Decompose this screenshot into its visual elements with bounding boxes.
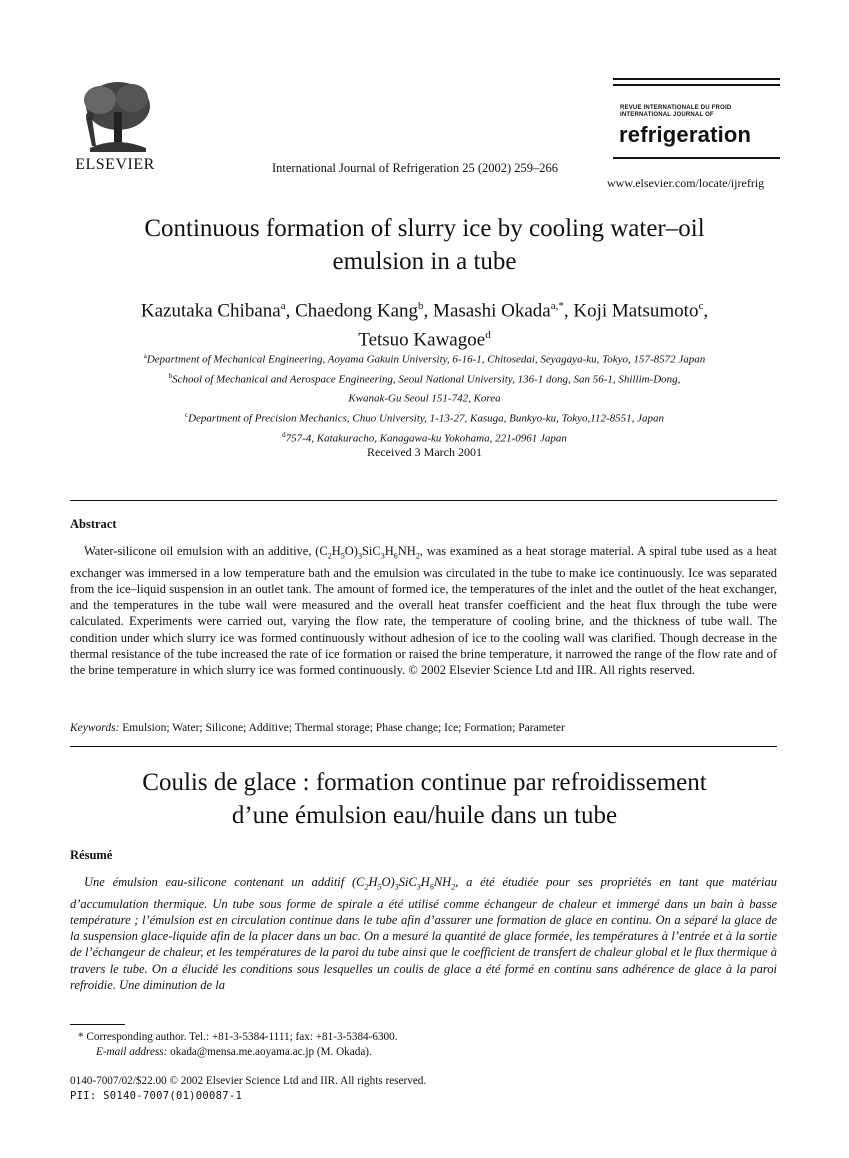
author-name: Koji Matsumoto [573, 300, 699, 322]
resume-text-1: Une émulsion eau-silicone contenant un additif [84, 875, 352, 889]
abstract-bottom-rule [70, 746, 777, 747]
affiliations [40, 348, 809, 446]
affil-mark: d [282, 430, 286, 439]
resume-body [70, 874, 777, 993]
article-title [40, 212, 809, 278]
keywords [70, 722, 777, 734]
abstract-text-1: Water-silicone oil emulsion with an additive, [84, 544, 316, 558]
author-name: Chaedong Kang [295, 300, 419, 322]
copyright-line: 0140-7007/02/$22.00 © 2002 Elsevier Science Ltd and IIR. All rights reserved. [70, 1075, 427, 1087]
abstract-formula: $(C_2H_5O)_3SiC_3H_6NH_2$ [315, 544, 420, 561]
author-list [40, 294, 809, 353]
abstract-heading: Abstract [70, 517, 117, 531]
abstract-text-2: , was examined as a heat storage material. A spiral tube used as a heat exchanger was immersed in a low temperature bath and the emulsion was circulated in the tube to make ice continuously. Ice was separated from the ice–liquid suspension in an outlet tank. The amount of formed ice, the temperatures of the inlet and the outlet of the heat exchanger, and the temperatures in the tube wall were measured and the overall heat transfer coefficient and the heat flux through the tube were calculated. Experiments were carried out, varying the flow rate, the temperature of cooling brine, and the thickness of tube wall. The condition under which slurry ice was formed continuously without adhesion of ice to the cooling wall was clarified. Though decrease in the thermal resistance of the tube increased the rate of ice formation or raised the brine temperature, it narrowed the range of the flow rate and of the brine temperature in which slurry ice was formed continuously. © 2002 Elsevier Science Ltd and IIR. All rights reserved. [70, 544, 777, 677]
resume-heading: Résumé [70, 848, 113, 862]
publisher-name: ELSEVIER [75, 156, 155, 173]
author-affil-mark: b [418, 300, 424, 312]
affil-mark: c [185, 410, 189, 419]
french-title-line-1: Coulis de glace : formation continue par refroidissement [142, 769, 707, 796]
author-affil-mark: d [485, 329, 491, 342]
title-line-1: Continuous formation of slurry ice by cooling water–oil [144, 215, 705, 242]
french-title [40, 766, 809, 832]
author-sep: , [563, 300, 574, 322]
journal-logo-rules [613, 78, 780, 90]
author-sep: , [703, 300, 709, 322]
affiliation-a [40, 348, 809, 368]
abstract-body [70, 543, 777, 678]
author-name: Kazutaka Chibana [140, 300, 281, 322]
journal-logo-french: REVUE INTERNATIONALE DU FROID [620, 105, 732, 111]
journal-url[interactable]: www.elsevier.com/locate/ijrefrig [607, 176, 765, 190]
footnote-rule [70, 1024, 125, 1025]
affiliation-b [40, 368, 809, 388]
corresponding-author-note: * Corresponding author. Tel.: +81-3-5384-1111; fax: +81-3-5384-6300. [78, 1031, 398, 1043]
abstract-top-rule [70, 500, 777, 501]
author-affil-mark: c [698, 300, 704, 312]
resume-formula: $(C_2H_5O)_3SiC_3H_6NH_2$ [352, 875, 456, 892]
affiliation-d [40, 427, 809, 447]
author-affil-mark: a,* [550, 300, 564, 312]
journal-logo-underline [613, 157, 780, 159]
resume-text-2: , a été étudiée pour ses propriétés en tant que matériau d’accumulation thermique. Un tube sous forme de spirale a été utilisé comme échangeur de chaleur et immergé dans un bain à basse température ; l’émulsion est en circulation continue dans le tube afin d’assurer une formation de glace en continu. On a séparé la glace de la suspension glace-liquide afin de la placer dans un bac. On a mesuré la quantité de glace formée, les températures à l’entrée et à la sortie de l’échangeur de chaleur, et les températures de la paroi du tube ainsi que le coefficient de transfert de chaleur global et le flux thermique à travers le tube. On a élucidé les conditions sous lesquelles un coulis de glace a été formé en continu sans adhérence de glace à la paroi refroidie. Une diminution de la [70, 875, 777, 992]
affil-text: 757-4, Katakuracho, Kanagawa-ku Yokohama, 221-0961 Japan [285, 432, 567, 445]
affil-mark: a [143, 352, 147, 360]
author-name: Masashi Okada [433, 300, 551, 322]
keywords-label: Keywords: [70, 722, 120, 734]
affil-text: School of Mechanical and Aerospace Engineering, Seoul National University, 136-1 dong, San 56-1, Shillim-Dong, [172, 373, 681, 386]
pii-line: PII: S0140-7007(01)00087-1 [70, 1090, 243, 1102]
journal-logo-english: INTERNATIONAL JOURNAL OF [620, 112, 714, 118]
received-date: Received 3 March 2001 [367, 445, 482, 459]
affil-text: Department of Precision Mechanics, Chuo University, 1-13-27, Kasuga, Bunkyo-ku, Tokyo,112-8551, Japan [188, 412, 664, 425]
affiliation-c [40, 407, 809, 427]
author-sep: , [285, 300, 296, 322]
affil-text: Kwanak-Gu Seoul 151-742, Korea [348, 392, 501, 405]
author-name: Tetsuo Kawagoe [358, 329, 486, 351]
email-note [96, 1045, 372, 1060]
journal-logo-title: refrigeration [619, 122, 752, 147]
keywords-list: Emulsion; Water; Silicone; Additive; Thermal storage; Phase change; Ice; Formation; Parameter [119, 722, 565, 734]
affiliation-b-cont [40, 387, 809, 407]
french-title-line-2: d’une émulsion eau/huile dans un tube [231, 802, 618, 829]
author-affil-mark: a [280, 300, 286, 312]
email-label: E-mail address: [96, 1046, 168, 1058]
affil-text: Department of Mechanical Engineering, Aoyama Gakuin University, 6-16-1, Chitosedai, Seyagaya-ku, Tokyo, 157-8572 Japan [146, 353, 706, 366]
affil-mark: b [168, 371, 173, 380]
title-line-2: emulsion in a tube [332, 248, 517, 275]
author-sep: , [423, 300, 434, 322]
email-address[interactable]: okada@mensa.me.aoyama.ac.jp (M. Okada). [167, 1046, 372, 1058]
journal-citation: International Journal of Refrigeration 25 (2002) 259–266 [272, 161, 559, 175]
journal-logo-subtitle [620, 105, 731, 119]
